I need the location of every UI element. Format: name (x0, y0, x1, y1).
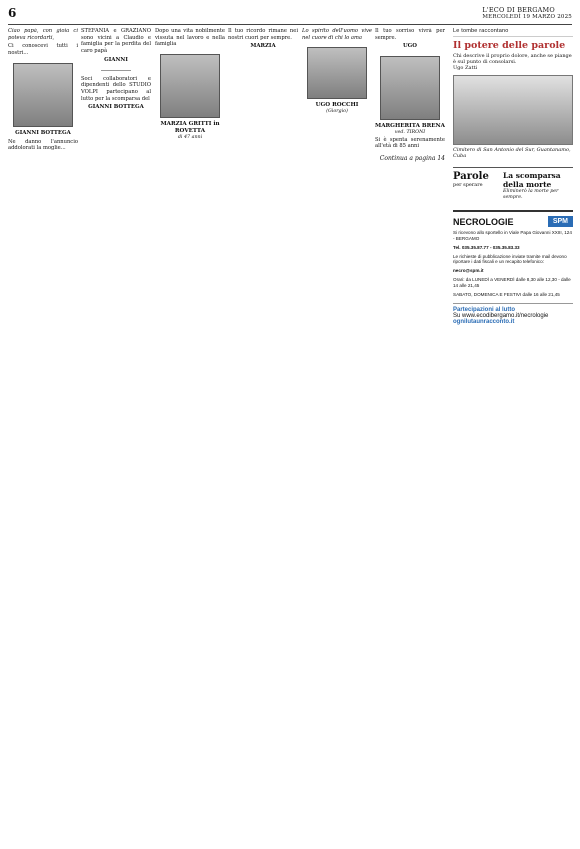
info-requirement: Le richieste di pubblicazione inviate tramite mail devono riportare i dati fiscali e un recapito telefonico: (453, 253, 567, 265)
info-email-link[interactable]: necro@spm.it (453, 268, 484, 274)
participation-link[interactable]: Su www.ecodibergamo.it/necrologie (453, 313, 549, 320)
parole-text: Eliminerò la morte per sempre. (503, 189, 559, 200)
deceased-photo (307, 47, 367, 99)
parole-head: La scomparsa della morte (503, 171, 561, 189)
announcement (375, 137, 445, 150)
announcement-text: Il tuo ricordo rimane nei nostri cuori per sempre. (228, 28, 298, 41)
participation-title: Partecipazioni al lutto (453, 307, 516, 314)
photo-caption: Cimitero di San Antonio del Sur, Guantanamo, Cuba (453, 147, 571, 159)
story-author: Ugo Zatti (453, 65, 478, 71)
announcement (228, 28, 298, 50)
paper-date: MERCOLEDÌ 19 MARZO 2025 (482, 14, 572, 20)
deceased-name: GIANNI BOTTEGA (88, 104, 144, 111)
page-header (8, 6, 572, 25)
announcement (302, 28, 372, 41)
deceased-age: di 47 anni (177, 134, 203, 140)
obituary-column-6 (375, 28, 445, 843)
announcement (81, 28, 151, 64)
info-hours-weekday: Orari: da LUNEDÌ a VENERDÌ dalle 8,30 alle 12,30 - dalle 14 alle 21,45 (453, 276, 571, 288)
cemetery-photo (453, 75, 573, 145)
obituary-column-4 (228, 28, 298, 843)
deceased-name: UGO ROCCHI (315, 102, 359, 109)
deceased-photo (160, 54, 220, 118)
parole-box (453, 167, 573, 200)
necrologie-header (453, 210, 573, 227)
sidebar (453, 28, 573, 843)
deceased-name: UGO (402, 43, 417, 50)
announcement (8, 139, 78, 152)
deceased-name: MARGHERITA BRENA (375, 123, 445, 130)
announcement (375, 28, 445, 50)
info-address: Si ricevono allo sportello in Viale Papa Giovanni XXIII, 124 - BERGAMO (453, 230, 572, 241)
deceased-name: GIANNI (104, 56, 128, 63)
obituary-column-1 (8, 28, 78, 843)
obituary-column-5 (302, 28, 372, 843)
announcement-text: STEFANIA e GRAZIANO sono vicini a Claudio e famiglia per la perdita del caro papà (81, 28, 151, 55)
announcement-text: Ne danno l'annuncio addolorati la moglie... (8, 138, 78, 152)
info-phone: Tel. 035.35.87.77 - 035.35.83.33 (453, 244, 520, 250)
story-text: Chi descrive il proprio dolore, anche se piange è sul punto di consolarsi. (453, 53, 572, 65)
story-site-link[interactable]: ognilutaunracconto.it (453, 319, 515, 326)
deceased-nickname: (Giorgio) (326, 109, 348, 115)
parole-subtitle: per sperare (453, 182, 483, 188)
announcement (81, 76, 151, 112)
announcement-quote: Ciao papà, con gioia ci poteva ricordarti, (8, 28, 78, 41)
continue-note: Continua a pagina 14 (379, 154, 445, 162)
announcement-text: Soci collaboratori e dipendenti dello STUDIO VOLPI partecipano al lutto per la scomparsa del (81, 75, 151, 102)
parole-title: Parole (453, 171, 489, 182)
info-box (453, 230, 573, 297)
announcement-text: Si è spenta serenamente all'età di 85 anni (375, 136, 445, 150)
announcement (8, 28, 78, 57)
deceased-name: MARZIA GRITTI in ROVETTA (160, 121, 220, 134)
parole-content (503, 171, 573, 200)
deceased-name: GIANNI BOTTEGA (15, 129, 71, 136)
deceased-status: ved. TIRONI (394, 129, 426, 135)
deceased-photo (13, 63, 73, 127)
paper-name: L'ECO DI BERGAMO (482, 6, 555, 14)
newspaper-name (482, 6, 572, 20)
announcement-text: Il tuo sorriso vivrà per sempre. (375, 28, 445, 41)
announcement-text: Dopo una vita nobilmente vissuta nel lavoro e nella famiglia (155, 28, 225, 48)
announcement (155, 28, 225, 48)
announcement-text: Ci conoscevi tutti i nostri... (8, 43, 78, 57)
parole-brand (453, 171, 503, 200)
story-title: Il potere delle parole (453, 40, 566, 51)
info-hours-weekend: SABATO, DOMENICA E FESTIVI dalle 16 alle 21,45 (453, 291, 560, 297)
obituary-column-3 (155, 28, 225, 843)
deceased-photo (380, 56, 440, 120)
spm-logo-icon: SPM (548, 216, 573, 227)
page-number: 6 (8, 6, 17, 20)
sidebar-header: Le tombe raccontano (453, 28, 573, 37)
deceased-name: MARZIA (250, 43, 276, 50)
necrologie-title: NECROLOGIE (453, 216, 514, 227)
announcement-quote: Lo spirito dell'uomo vive nel cuore di chi lo ama (302, 28, 372, 41)
divider (101, 70, 131, 71)
obituary-column-2 (81, 28, 151, 843)
online-participation-box (453, 303, 573, 325)
